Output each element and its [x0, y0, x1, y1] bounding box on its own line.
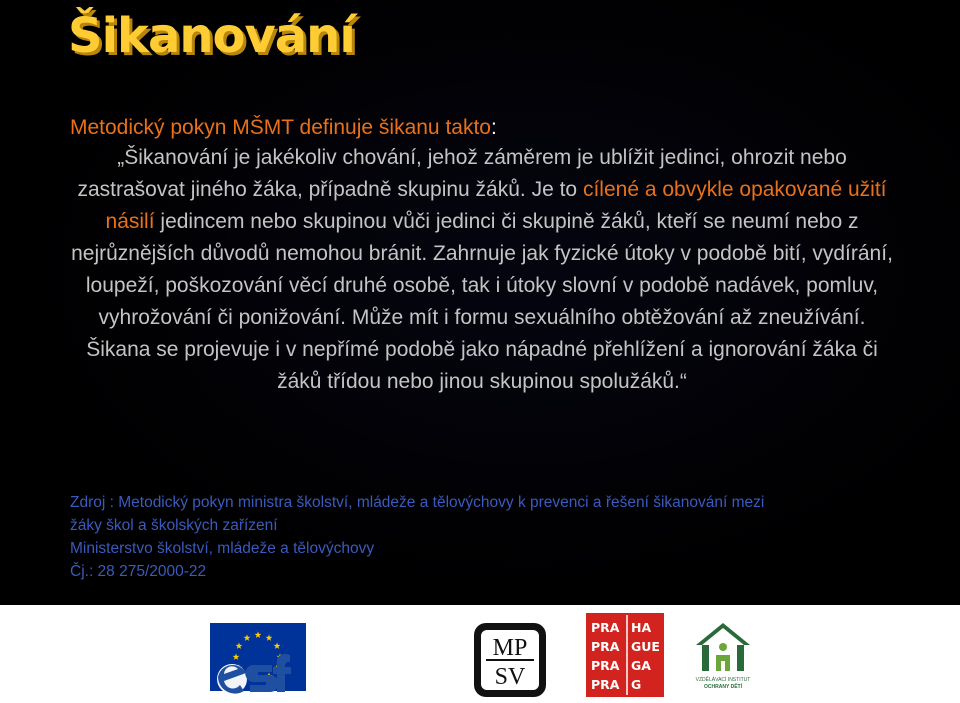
source-citation	[70, 491, 930, 583]
definition-text	[64, 142, 900, 398]
mpsv-bottom: SV	[494, 664, 526, 690]
vuip-line-1: VZDĚLÁVACÍ INSTITUT	[695, 677, 751, 683]
svg-text:GUE: GUE	[631, 639, 660, 654]
source-line-2: žáky škol a školských zařízení	[70, 517, 278, 534]
svg-text:GA: GA	[631, 658, 651, 673]
intro-source: Metodický pokyn MŠMT definuje šikanu takto	[70, 116, 491, 139]
vzdelavaci-institut-logo	[690, 615, 756, 695]
logo-bar	[0, 605, 960, 703]
intro-line	[70, 112, 930, 144]
svg-text:G: G	[631, 677, 642, 692]
definition-part-4: Zahrnuje jak fyzické útoky v podobě bití, vydírání, loupeží, poškozování věcí druhé osobě, tak i útoky slovní v podobě nadávek, pomluv, vyhrožování či ponižování. Může mít i formu sexuálního obtěžování až zneužívání. Šikana se projevuje i v nepřímé podobě jako nápadné přehlížení a ignorování žáka či žáků třídou nebo jinou skupinou spolužáků.“	[85, 242, 893, 393]
source-line-3: Ministerstvo školství, mládeže a tělovýchovy	[70, 540, 375, 557]
source-line-1: Zdroj : Metodický pokyn ministra školství, mládeže a tělovýchovy k prevenci a řešení šikanování mezi	[70, 494, 765, 511]
intro-colon: :	[490, 116, 497, 139]
definition-part-3: jedincem nebo skupinou vůči jedinci či skupině žáků, kteří se neumí nebo z nejrůznějších důvodů nemohou bránit.	[71, 210, 859, 265]
esf-text: esf	[214, 667, 216, 668]
praha-logo	[586, 613, 664, 697]
definition-part-1: „Šikanování je jakékoliv chování, jehož záměrem je ublížit jedinci, ohrozit nebo zastrašovat jiného žáka, případně skupinu žáků. Je to	[77, 146, 847, 201]
svg-text:PRA: PRA	[591, 620, 620, 635]
esf-logo	[212, 627, 304, 699]
source-line-4: Čj.: 28 275/2000-22	[70, 563, 207, 580]
mpsv-logo	[472, 621, 548, 699]
definition-highlight: cílené a obvykle opakované užití násilí	[105, 178, 887, 233]
mpsv-top: MP	[492, 635, 528, 661]
vuip-line-2: OCHRANY DĚTÍ	[704, 684, 742, 690]
svg-text:HA: HA	[631, 620, 652, 635]
slide-title: Šikanování	[68, 8, 355, 64]
svg-text:PRA: PRA	[591, 639, 620, 654]
svg-text:PRA: PRA	[591, 677, 620, 692]
svg-text:PRA: PRA	[591, 658, 620, 673]
